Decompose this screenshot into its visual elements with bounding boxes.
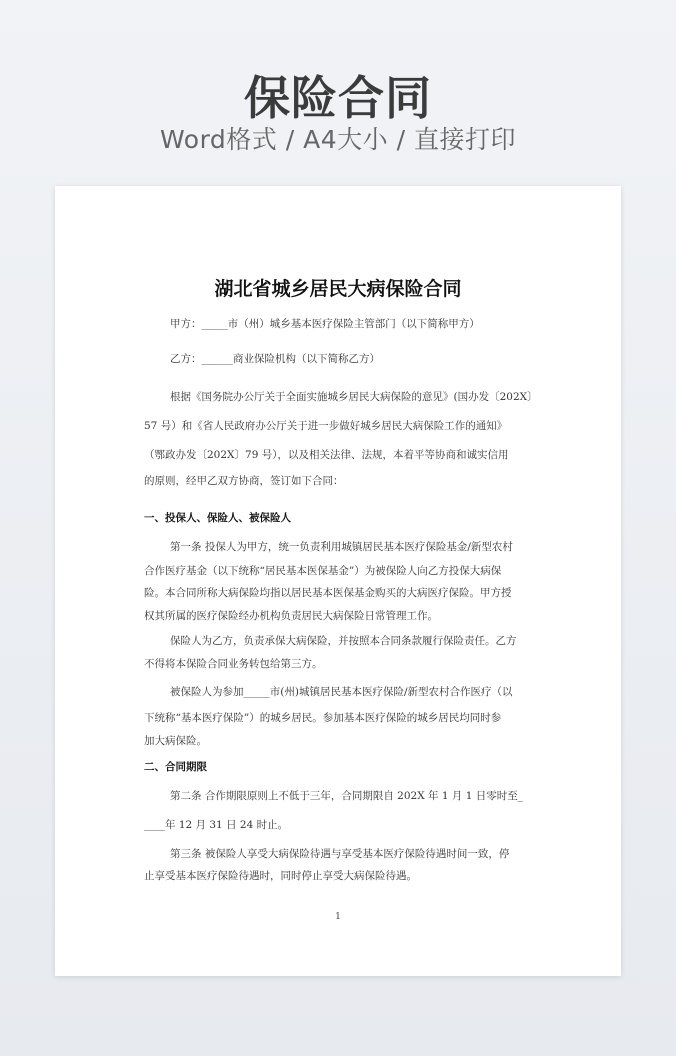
article-line: 止享受基本医疗保险待遇时，同时停止享受大病保险待遇。 <box>144 870 417 882</box>
paragraph-line: 下统称“基本医疗保险”）的城乡居民。参加基本医疗保险的城乡居民均同时参 <box>144 712 502 724</box>
article-line: 第一条 投保人为甲方，统一负责利用城镇居民基本医疗保险基金/新型农村 <box>170 541 513 553</box>
party-a-line: 甲方：_____市（州）城乡基本医疗保险主管部门（以下简称甲方） <box>170 318 480 330</box>
section-heading: 一、投保人、保险人、被保险人 <box>144 512 291 524</box>
preamble-line: （鄂政办发〔202X〕79 号），以及相关法律、法规，本着平等协商和诚实信用 <box>144 449 509 461</box>
article-line: 权其所属的医疗保险经办机构负责居民大病保险日常管理工作。 <box>144 610 438 622</box>
article-line: 第三条 被保险人享受大病保险待遇与享受基本医疗保险待遇时间一致，停 <box>170 848 510 860</box>
banner-title: 保险合同 <box>244 71 432 125</box>
article-line: ____年 12 月 31 日 24 时止。 <box>144 819 289 831</box>
document-title: 湖北省城乡居民大病保险合同 <box>214 278 462 300</box>
preamble-line: 根据《国务院办公厅关于全面实施城乡居民大病保险的意见》(国办发〔202X〕 <box>170 391 538 403</box>
banner-subtitle: Word格式 / A4大小 / 直接打印 <box>160 125 516 154</box>
page-number: 1 <box>335 912 341 922</box>
article-line: 险。本合同所称大病保险均指以居民基本医保基金购买的大病医疗保险。甲方授 <box>144 587 512 599</box>
preamble-line: 57 号）和《省人民政府办公厅关于进一步做好城乡居民大病保险工作的通知》 <box>144 420 508 432</box>
article-line: 合作医疗基金（以下统称“居民基本医保基金”）为被保险人向乙方投保大病保 <box>144 565 502 577</box>
paragraph-line: 被保险人为参加_____市(州)城镇居民基本医疗保险/新型农村合作医疗（以 <box>170 686 513 698</box>
party-b-line: 乙方：______商业保险机构（以下简称乙方） <box>170 353 380 365</box>
document-page <box>55 186 621 976</box>
section-heading: 二、合同期限 <box>144 761 207 773</box>
paragraph-line: 不得将本保险合同业务转包给第三方。 <box>144 658 323 670</box>
paragraph-line: 保险人为乙方，负责承保大病保险，并按照本合同条款履行保险责任。乙方 <box>170 635 517 647</box>
paragraph-line: 加大病保险。 <box>144 735 207 747</box>
article-line: 第二条 合作期限原则上不低于三年，合同期限自 202X 年 1 月 1 日零时至_ <box>170 790 523 802</box>
preamble-line: 的原则，经甲乙双方协商，签订如下合同： <box>144 475 344 487</box>
